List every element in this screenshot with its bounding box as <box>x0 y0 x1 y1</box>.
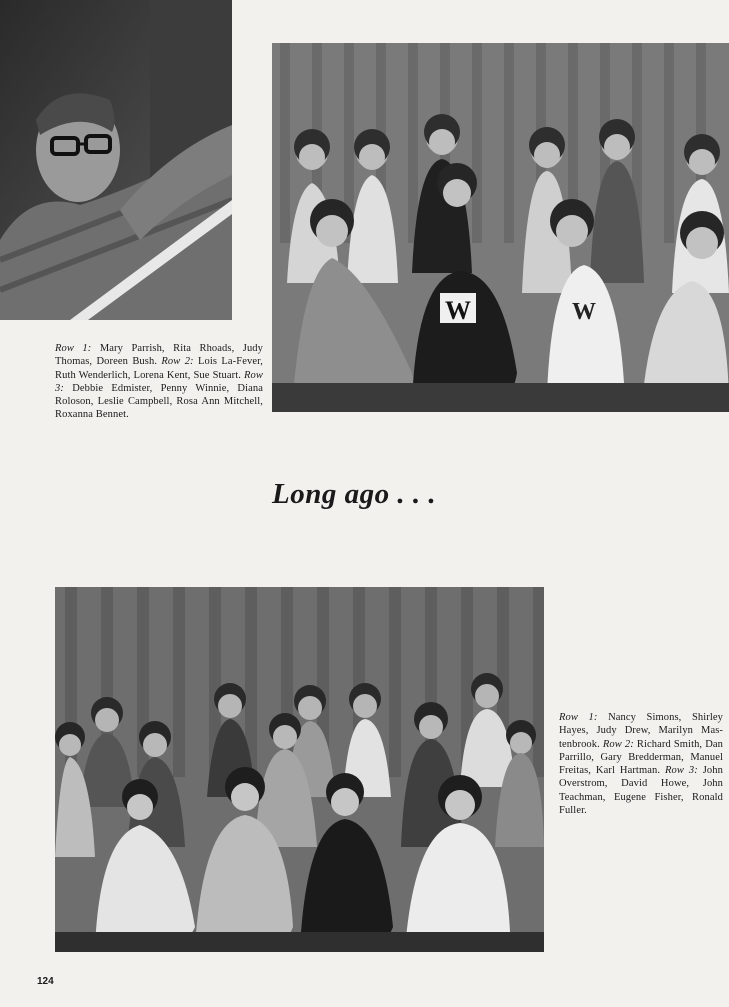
row1-label: Row 1: <box>559 712 598 723</box>
row2-names: Richard Smith, Dan Parrillo, Gary Bredderman, Manuel Freitas, Karl Hartman. <box>559 738 723 777</box>
sweater-letter-w-2: W <box>572 299 596 325</box>
row2-label: Row 2: <box>602 738 634 750</box>
photo-mixed-group <box>55 587 544 952</box>
page-number: 124 <box>37 976 54 987</box>
photo-girls-group <box>272 43 729 412</box>
row2-names: Lois La-Fever, Ruth Wenderlich, Lorena Kent, Sue Stuart. <box>55 356 263 381</box>
caption-girls-names <box>55 342 263 422</box>
row1-label: Row 1: <box>55 343 92 354</box>
row1-names: Mary Parrish, Rita Rhoads, Judy Thomas, Doreen Bush. <box>55 343 263 368</box>
photo-boy-with-glasses <box>0 0 232 320</box>
row3-label: Row 3: <box>664 765 698 777</box>
row3-names: John Overstrom, David Howe, John Teachman, Eugene Fisher, Ronald Fuller. <box>559 765 723 817</box>
row3-label: Row 3: <box>55 369 264 394</box>
row3-names: Debbie Edmister, Penny Winnie, Diana Roloson, Leslie Campbell, Rosa Ann Mitchell, Roxanna Bennet. <box>55 382 263 421</box>
row1-names: Nancy Simons, Shirley Hayes, Judy Drew, Marilyn Mas-tenbrook. <box>559 712 723 750</box>
sweater-letter-w: W <box>445 296 471 325</box>
row2-label: Row 2: <box>161 356 194 368</box>
page-headline: Long ago . . . <box>272 478 437 510</box>
caption-group-names <box>559 711 723 817</box>
